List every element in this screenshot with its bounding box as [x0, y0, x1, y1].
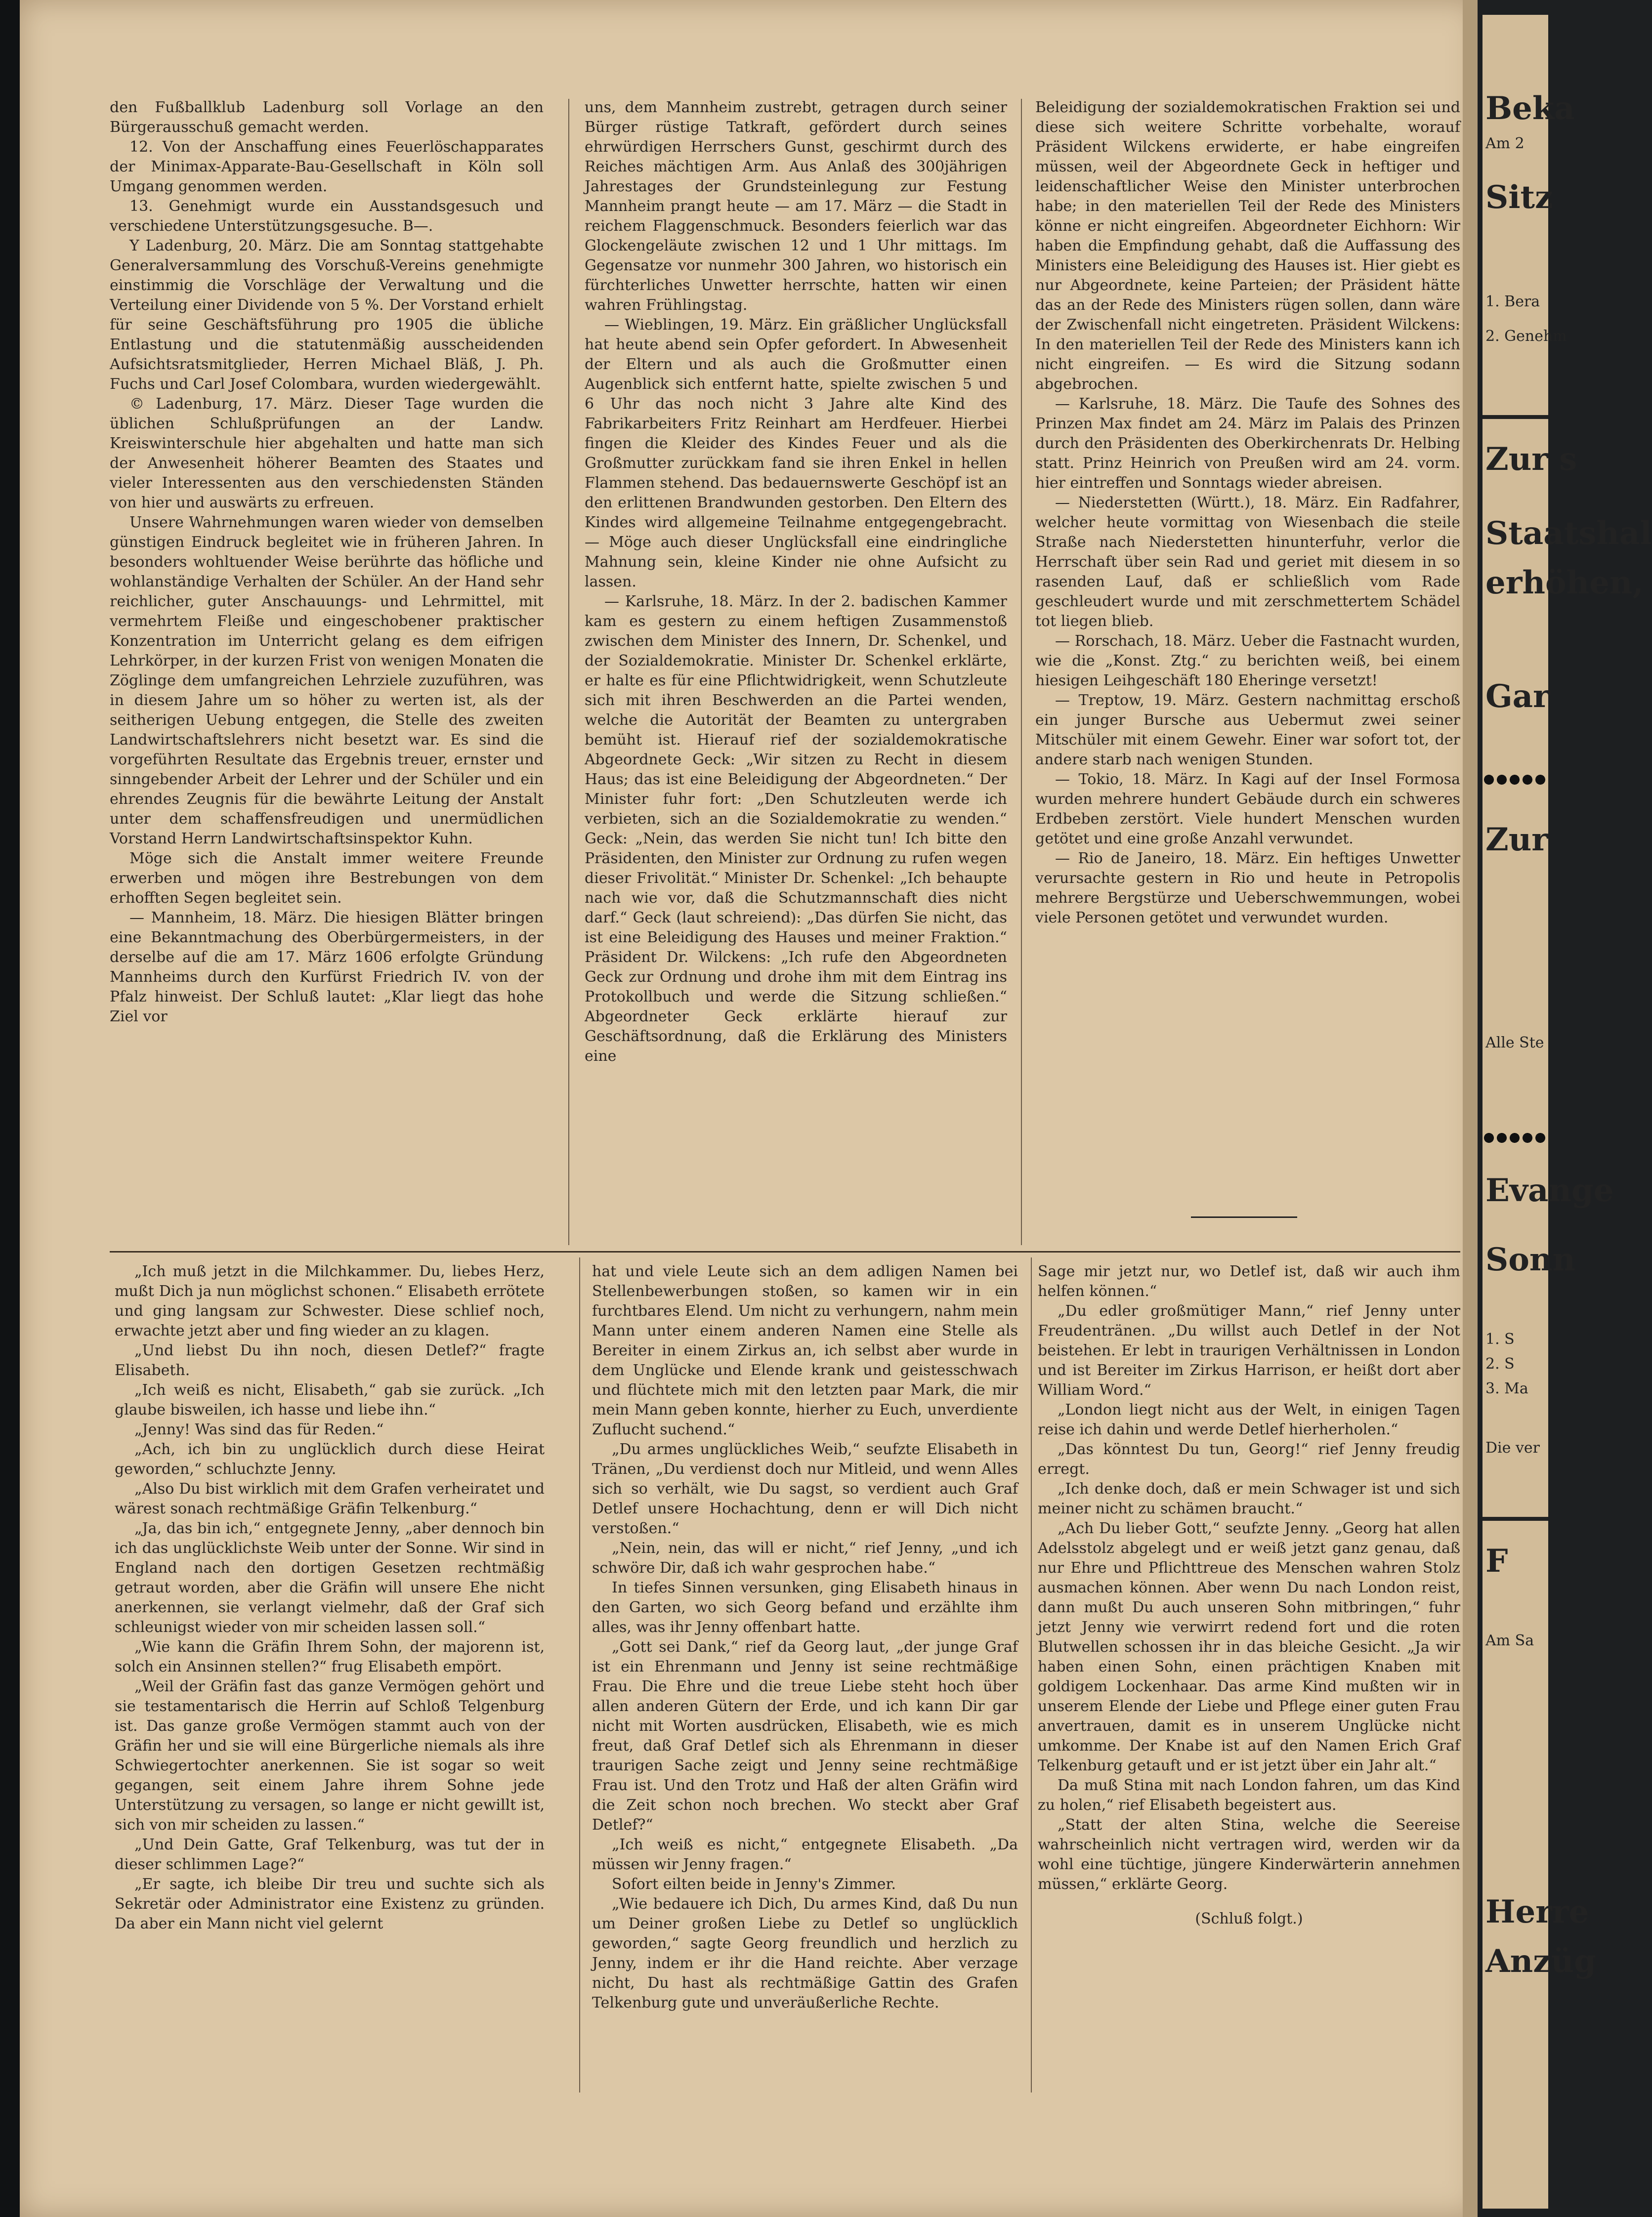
column-rule	[579, 1257, 580, 2092]
adjacent-fragment: Am 2	[1485, 135, 1525, 152]
adjacent-fragment: Zur	[1485, 821, 1548, 858]
adjacent-fragment: Alle Ste	[1485, 1034, 1544, 1051]
news-paragraph: — Rorschach, 18. März. Ueber die Fastnacht wurden, wie die „Konst. Ztg.“ zu berichten weiß, bei einem hiesigen Leihgeschäft 180 Eheringe versetzt!	[1035, 632, 1460, 689]
story-paragraph: „Ich weiß es nicht, Elisabeth,“ gab sie zurück. „Ich glaube bisweilen, ich hasse und liebe ihn.“	[115, 1381, 545, 1419]
news-paragraph: — Wieblingen, 19. März. Ein gräßlicher Unglücksfall hat heute abend sein Opfer gefordert. In Abwesenheit der Eltern und als auch die Großmutter einen Augenblick sich entfernt hatte, spielte zwischen 5 und 6 Uhr das noch nicht 3 Jahre alte Kind des Fabrikarbeiters Fritz Reinhart am Herdfeuer. Hierbei fingen die Kleider des Kindes Feuer und als die Großmutter zurückkam fand sie ihren Enkel in hellen Flammen stehend. Das bedauernswerte Geschöpf ist an den erlittenen Brandwunden gestorben. Den Eltern des Kindes wird allgemeine Teilnahme entgegengebracht. — Möge auch dieser Unglücksfall eine eindringliche Mahnung sein, kleine Kinder nie ohne Aufsicht zu lassen.	[585, 316, 1007, 590]
news-paragraph: den Fußballklub Ladenburg soll Vorlage an den Bürgerausschuß gemacht werden.	[110, 99, 544, 136]
adjacent-ornament	[1483, 1131, 1548, 1144]
adjacent-rule	[1483, 415, 1548, 419]
adjacent-fragment: Anzüg	[1485, 1943, 1596, 1980]
news-paragraph: 12. Von der Anschaffung eines Feuerlöschapparates der Minimax-Apparate-Bau-Gesellschaft in Köln soll Umgang genommen werden.	[110, 138, 544, 195]
adjacent-fragment: F	[1485, 1543, 1508, 1580]
column-rule	[568, 99, 569, 1245]
adjacent-fragment: Gar	[1485, 678, 1550, 715]
story-column-3	[1038, 1262, 1460, 2097]
adjacent-fragment: Sitz	[1485, 179, 1553, 216]
adjacent-rule	[1483, 1517, 1548, 1521]
news-paragraph: — Rio de Janeiro, 18. März. Ein heftiges Unwetter verursachte gestern in Rio und heute in Petropolis mehrere Bergstürze und Ueberschwemmungen, wobei viele Personen getötet und verwundet wurden.	[1035, 850, 1460, 926]
story-paragraph: „Und liebst Du ihn noch, diesen Detlef?“ fragte Elisabeth.	[115, 1342, 545, 1379]
section-end-rule	[1191, 1216, 1297, 1218]
news-column-2	[585, 98, 1007, 1244]
scan-gutter	[0, 0, 20, 2217]
story-column-1	[115, 1262, 545, 2097]
story-paragraph: „Ja, das bin ich,“ entgegnete Jenny, „aber dennoch bin ich das unglücklichste Weib unter der Sonne. Wir sind in England nach den dortigen Gesetzen rechtmäßig getraut worden, aber die Gräfin will unsere Ehe nicht anerkennen, sie verlangt vielmehr, daß der Graf sich schleunigst wieder von mir scheiden lassen soll.“	[115, 1520, 545, 1636]
story-paragraph: Sofort eilten beide in Jenny's Zimmer.	[612, 1876, 896, 1893]
column-rule	[1021, 99, 1022, 1245]
news-paragraph: © Ladenburg, 17. März. Dieser Tage wurden die üblichen Schlußprüfungen an der Landw. Kreiswinterschule hier abgehalten und hatte man sich der Anwesenheit höherer Beamten des Staates und vieler Interessenten aus den verschiedensten Ständen von hier und auswärts zu erfreuen.	[110, 395, 544, 511]
story-paragraph: Da muß Stina mit nach London fahren, um das Kind zu holen,“ rief Elisabeth begeistert aus.	[1038, 1777, 1460, 1814]
story-paragraph: „Weil der Gräfin fast das ganze Vermögen gehört und sie testamentarisch die Herrin auf Schloß Telgenburg ist. Das ganze große Vermögen stammt auch von der Gräfin her und sie will eine Bürgerliche niemals als ihre Schwiegertochter anerkennen. Sie ist sogar so weit gegangen, seit einem Jahre ihrem Sohne jede Unterstützung zu versagen, so lange er nicht gewillt ist, sich von mir scheiden zu lassen.“	[115, 1678, 545, 1834]
news-column-3	[1035, 98, 1460, 1244]
news-paragraph: Y Ladenburg, 20. März. Die am Sonntag stattgehabte Generalversammlung des Vorschuß-Vereins genehmigte einstimmig die Vorschläge der Verwaltung und die Verteilung einer Dividende von 5 %. Der Vorstand erhielt für seine Geschäftsführung pro 1905 die übliche Entlastung und die statutenmäßig ausscheidenden Aufsichtsratsmitglieder, Herren Michael Bläß, J. Ph. Fuchs und Carl Josef Colombara, wurden wiedergewählt.	[110, 237, 544, 393]
feuilleton-divider	[110, 1251, 1460, 1253]
news-paragraph: uns, dem Mannheim zustrebt, getragen durch seiner Bürger rüstige Tatkraft, gefördert durch seines ehrwürdigen Herrschers Gunst, geschirmt durch des Reiches mächtigen Arm. Aus Anlaß des 300jährigen Jahrestages der Grundsteinlegung zur Festung Mannheim prangt heute — am 17. März — die Stadt in reichem Flaggenschmuck. Besonders feierlich war das Glockengeläute zwischen 12 und 1 Uhr mittags. Im Gegensatze vor nunmehr 300 Jahren, wo historisch ein fürchterliches Unwetter herrschte, hatten wir einen wahren Frühlingstag.	[585, 99, 1007, 314]
adjacent-fragment: Die ver	[1485, 1439, 1540, 1457]
story-paragraph: „London liegt nicht aus der Welt, in einigen Tagen reise ich dahin und werde Detlef hierherholen.“	[1038, 1401, 1460, 1438]
continued-note: (Schluß folgt.)	[1195, 1910, 1303, 1927]
story-paragraph: „Ich muß jetzt in die Milchkammer. Du, liebes Herz, mußt Dich ja nun möglichst schonen.“ Elisabeth errötete und ging langsam zur Schwester. Diese schlief noch, erwachte jetzt aber und fing wieder an zu klagen.	[115, 1263, 545, 1339]
story-column-2	[592, 1262, 1018, 2097]
adjacent-page-strip	[1483, 15, 1652, 2209]
column-rule	[1031, 1257, 1032, 2092]
news-paragraph: Möge sich die Anstalt immer weitere Freunde erwerben und mögen ihre Bestrebungen von dem erhofften Segen begleitet sein.	[110, 850, 544, 907]
adjacent-fragment: 1. S	[1485, 1331, 1515, 1348]
story-paragraph: „Nein, nein, das will er nicht,“ rief Jenny, „und ich schwöre Dir, daß ich wahr gesprochen habe.“	[592, 1540, 1018, 1577]
adjacent-ornament	[1483, 773, 1548, 786]
story-paragraph: „Gott sei Dank,“ rief da Georg laut, „der junge Graf ist ein Ehrenmann und Jenny ist seine rechtmäßige Frau. Die Ehre und die treue Liebe steht hoch über allen anderen Gütern der Erde, und ich kann Dir gar nicht mit Worten ausdrücken, Elisabeth, wie es mich freut, daß Graf Detlef sich als Ehrenmann in dieser traurigen Sache zeigt und Jenny seine rechtmäßige Frau ist. Und den Trotz und Haß der alten Gräfin wird die Zeit schon noch brechen. Wo steckt aber Graf Detlef?“	[592, 1638, 1018, 1834]
adjacent-fragment: Zur s	[1485, 441, 1577, 478]
page-edge-shadow	[1463, 0, 1478, 2217]
news-paragraph: — Karlsruhe, 18. März. Die Taufe des Sohnes des Prinzen Max findet am 24. März im Palais des Prinzen durch den Präsidenten des Oberkirchenrats Dr. Helbing statt. Prinz Heinrich von Preußen wird am 24. vorm. hier eintreffen und Sonntags wieder abreisen.	[1035, 395, 1460, 492]
adjacent-fragment: Herre	[1485, 1893, 1589, 1930]
adjacent-fragment: Am Sa	[1485, 1632, 1534, 1649]
story-paragraph: „Wie bedauere ich Dich, Du armes Kind, daß Du nun um Deiner großen Liebe zu Detlef so unglücklich geworden,“ sagte Georg freundlich und herzlich zu Jenny, indem er ihr die Hand reichte. Aber verzage nicht, Du hast als rechtmäßige Gattin des Grafen Telkenburg gute und unveräußerliche Rechte.	[592, 1895, 1018, 2011]
adjacent-fragment: 1. Bera	[1485, 293, 1540, 310]
news-paragraph: 13. Genehmigt wurde ein Ausstandsgesuch und verschiedene Unterstützungsgesuche. B—.	[110, 198, 544, 235]
adjacent-fragment: Evange	[1485, 1172, 1614, 1209]
adjacent-fragment: 3. Ma	[1485, 1380, 1528, 1397]
news-paragraph: Beleidigung der sozialdemokratischen Fraktion sei und diese sich weitere Schritte vorbehalte, worauf Präsident Wilckens erwiderte, er habe eingreifen müssen, weil der Abgeordnete Geck in heftiger und leidenschaftlicher Weise den Minister unterbrochen habe; in den materiellen Teil der Rede des Ministers könne er nicht eingreifen. Abgeordneter Eichhorn: Wir haben die Empfindung gehabt, daß die Auffassung des Ministers eine Beleidigung des Hauses ist. Hier giebt es nur Abgeordnete, keine Parteien; der Präsident hätte das an der Rede des Ministers rügen sollen, dann wäre der Zwischenfall nicht eingetreten. Präsident Wilckens: In den materiellen Teil der Rede des Ministers kann ich nicht eingreifen. — Es wird die Sitzung sodann abgebrochen.	[1035, 99, 1460, 393]
story-paragraph: „Statt der alten Stina, welche die Seereise wahrscheinlich nicht vertragen wird, werden wir da wohl eine tüchtige, jüngere Kinderwärterin annehmen müssen,“ erklärte Georg.	[1038, 1816, 1460, 1893]
adjacent-fragment: Beka	[1485, 90, 1575, 127]
story-paragraph: „Ach, ich bin zu unglücklich durch diese Heirat geworden,“ schluchzte Jenny.	[115, 1441, 545, 1478]
adjacent-fragment: Staatshal	[1485, 515, 1652, 552]
story-paragraph: „Ich denke doch, daß er mein Schwager ist und sich meiner nicht zu schämen braucht.“	[1038, 1480, 1460, 1517]
story-paragraph: „Du armes unglückliches Weib,“ seufzte Elisabeth in Tränen, „Du verdienst doch nur Mitleid, und wenn Alles sich so verhält, wie Du sagst, so verdient auch Graf Detlef unsere Hochachtung, denn er will Dich nicht verstoßen.“	[592, 1441, 1018, 1537]
story-paragraph: Sage mir jetzt nur, wo Detlef ist, daß wir auch ihm helfen können.“	[1038, 1263, 1460, 1300]
story-paragraph: „Ach Du lieber Gott,“ seufzte Jenny. „Georg hat allen Adelsstolz abgelegt und er weiß jetzt ganz genau, daß nur Ehre und Pflichttreue des Menschen wahren Stolz ausmachen können. Aber wenn Du nach London reist, dann mußt Du auch unseren Sohn mitbringen,“ fuhr jetzt Jenny wie verwirrt redend fort und die roten Blutwellen schossen ihr in das bleiche Gesicht. „Ja wir haben einen Sohn, einen prächtigen Knaben mit goldigem Lockenhaar. Das arme Kind mußten wir in unserem Elende der Liebe und Pflege einer guten Frau anvertrauen, damit es in unserem Unglücke nicht umkomme. Der Knabe ist auf den Namen Erich Graf Telkenburg getauft und er ist jetzt über ein Jahr alt.“	[1038, 1520, 1460, 1774]
news-paragraph: — Tokio, 18. März. In Kagi auf der Insel Formosa wurden mehrere hundert Gebäude durch ein schweres Erdbeben zerstört. Viele hundert Menschen wurden getötet und eine große Anzahl verwundet.	[1035, 771, 1460, 847]
news-paragraph: — Mannheim, 18. März. Die hiesigen Blätter bringen eine Bekanntmachung des Oberbürgermeisters, in der derselbe auf die am 17. März 1606 erfolgte Gründung Mannheims durch den Kurfürst Friedrich IV. von der Pfalz hinweist. Der Schluß lautet: „Klar liegt das hohe Ziel vor	[110, 909, 544, 1025]
story-paragraph: „Und Dein Gatte, Graf Telkenburg, was tut der in dieser schlimmen Lage?“	[115, 1836, 545, 1873]
adjacent-fragment: erhöhen,	[1485, 564, 1644, 601]
news-column-1	[110, 98, 544, 1244]
story-paragraph: hat und viele Leute sich an dem adligen Namen bei Stellenbewerbungen stoßen, so kamen wir in ein furchtbares Elend. Um nicht zu verhungern, nahm mein Mann unter einem anderen Namen eine Stelle als Bereiter in einem Zirkus an, ich selbst aber wurde in dem Unglücke und Elende krank und geistesschwach und flüchtete mich mit den letzten paar Mark, die mir mein Mann geben konnte, hierher zu Euch, unverdiente Zuflucht suchend.“	[592, 1263, 1018, 1438]
adjacent-fragment: 2. Genehm	[1485, 328, 1567, 345]
story-paragraph: In tiefes Sinnen versunken, ging Elisabeth hinaus in den Garten, wo sich Georg befand und erzählte ihm alles, was ihr Jenny offenbart hatte.	[592, 1579, 1018, 1636]
adjacent-fragment: Sonn	[1485, 1241, 1575, 1278]
news-paragraph: — Treptow, 19. März. Gestern nachmittag erschoß ein junger Bursche aus Uebermut zwei seiner Mitschüler mit einem Gewehr. Einer war sofort tot, der andere starb nach wenigen Stunden.	[1035, 692, 1460, 768]
news-paragraph: Unsere Wahrnehmungen waren wieder von demselben günstigen Eindruck begleitet wie in früheren Jahren. In besonders wohltuender Weise berührte das höfliche und wohlanständige Verhalten der Schüler. An der Hand sehr reichlicher, guter Anschauungs- und Lehrmittel, mit vermehrtem Fleiße und eingeschobener praktischer Konzentration im Unterricht gelang es dem eifrigen Lehrkörper, in der kurzen Frist von wenigen Monaten die Zöglinge dem umfangreichen Lehrziele zuzuführen, was in diesem Jahre um so höher zu werten ist, als der seitherigen Uebung entgegen, die Stelle des zweiten Landwirtschaftslehrers nicht besetzt war. Es sind die vorgeführten Resultate das Ergebnis treuer, ernster und sinngebender Arbeit der Lehrer und der Schüler und ein ehrendes Zeugnis für die bewährte Leitung der Anstalt unter dem schaffensfreudigen und unermüdlichen Vorstand Herrn Landwirtschaftsinspektor Kuhn.	[110, 514, 544, 847]
story-paragraph: „Das könntest Du tun, Georg!“ rief Jenny freudig erregt.	[1038, 1441, 1460, 1478]
news-paragraph: — Karlsruhe, 18. März. In der 2. badischen Kammer kam es gestern zu einem heftigen Zusammenstoß zwischen dem Minister des Innern, Dr. Schenkel, und der Sozialdemokratie. Minister Dr. Schenkel erklärte, er halte es für eine Pflichtwidrigkeit, wenn Schutzleute sich mit ihren Beschwerden an die Partei wenden, welche die Autorität der Beamten zu untergraben bemüht ist. Hierauf rief der sozialdemokratische Abgeordnete Geck: „Wir sitzen zu Recht in diesem Haus; das ist eine Beleidigung der Abgeordneten.“ Der Minister fuhr fort: „Den Schutzleuten werde ich verbieten, sich an die Sozialdemokratie zu wenden.“ Geck: „Nein, das werden Sie nicht tun! Ich bitte den Präsidenten, den Minister zur Ordnung zu rufen wegen dieser Frivolität.“ Minister Dr. Schenkel: „Ich behaupte nach wie vor, daß die Schutzmannschaft dies nicht darf.“ Geck (laut schreiend): „Das dürfen Sie nicht, das ist eine Beleidigung des Hauses und meiner Fraktion.“ Präsident Dr. Wilckens: „Ich rufe den Abgeordneten Geck zur Ordnung und drohe ihm mit dem Eintrag ins Protokollbuch und werde die Sitzung schließen.“ Abgeordneter Geck erklärte hierauf zur Geschäftsordnung, daß die Erklärung des Ministers eine	[585, 593, 1007, 1065]
story-paragraph: „Er sagte, ich bleibe Dir treu und suchte sich als Sekretär oder Administrator eine Existenz zu gründen. Da aber ein Mann nicht viel gelernt	[115, 1876, 545, 1932]
story-paragraph: „Ich weiß es nicht,“ entgegnete Elisabeth. „Da müssen wir Jenny fragen.“	[592, 1836, 1018, 1873]
adjacent-fragment: 2. S	[1485, 1355, 1515, 1373]
story-paragraph: „Jenny! Was sind das für Reden.“	[134, 1421, 384, 1438]
news-paragraph: — Niederstetten (Württ.), 18. März. Ein Radfahrer, welcher heute vormittag von Wiesenbach die steile Straße nach Niederstetten hinunterfuhr, verlor die Herrschaft über sein Rad und geriet mit diesem in so rasenden Lauf, daß er schließlich vom Rade geschleudert wurde und mit zerschmettertem Schädel tot liegen blieb.	[1035, 494, 1460, 630]
story-paragraph: „Also Du bist wirklich mit dem Grafen verheiratet und wärest sonach rechtmäßige Gräfin Telkenburg.“	[115, 1480, 545, 1517]
story-paragraph: „Du edler großmütiger Mann,“ rief Jenny unter Freudentränen. „Du willst auch Detlef in der Not beistehen. Er lebt in traurigen Verhältnissen in London und ist Bereiter im Zirkus Harrison, er heißt dort aber William Word.“	[1038, 1302, 1460, 1399]
story-paragraph: „Wie kann die Gräfin Ihrem Sohn, der majorenn ist, solch ein Ansinnen stellen?“ frug Elisabeth empört.	[115, 1638, 545, 1675]
